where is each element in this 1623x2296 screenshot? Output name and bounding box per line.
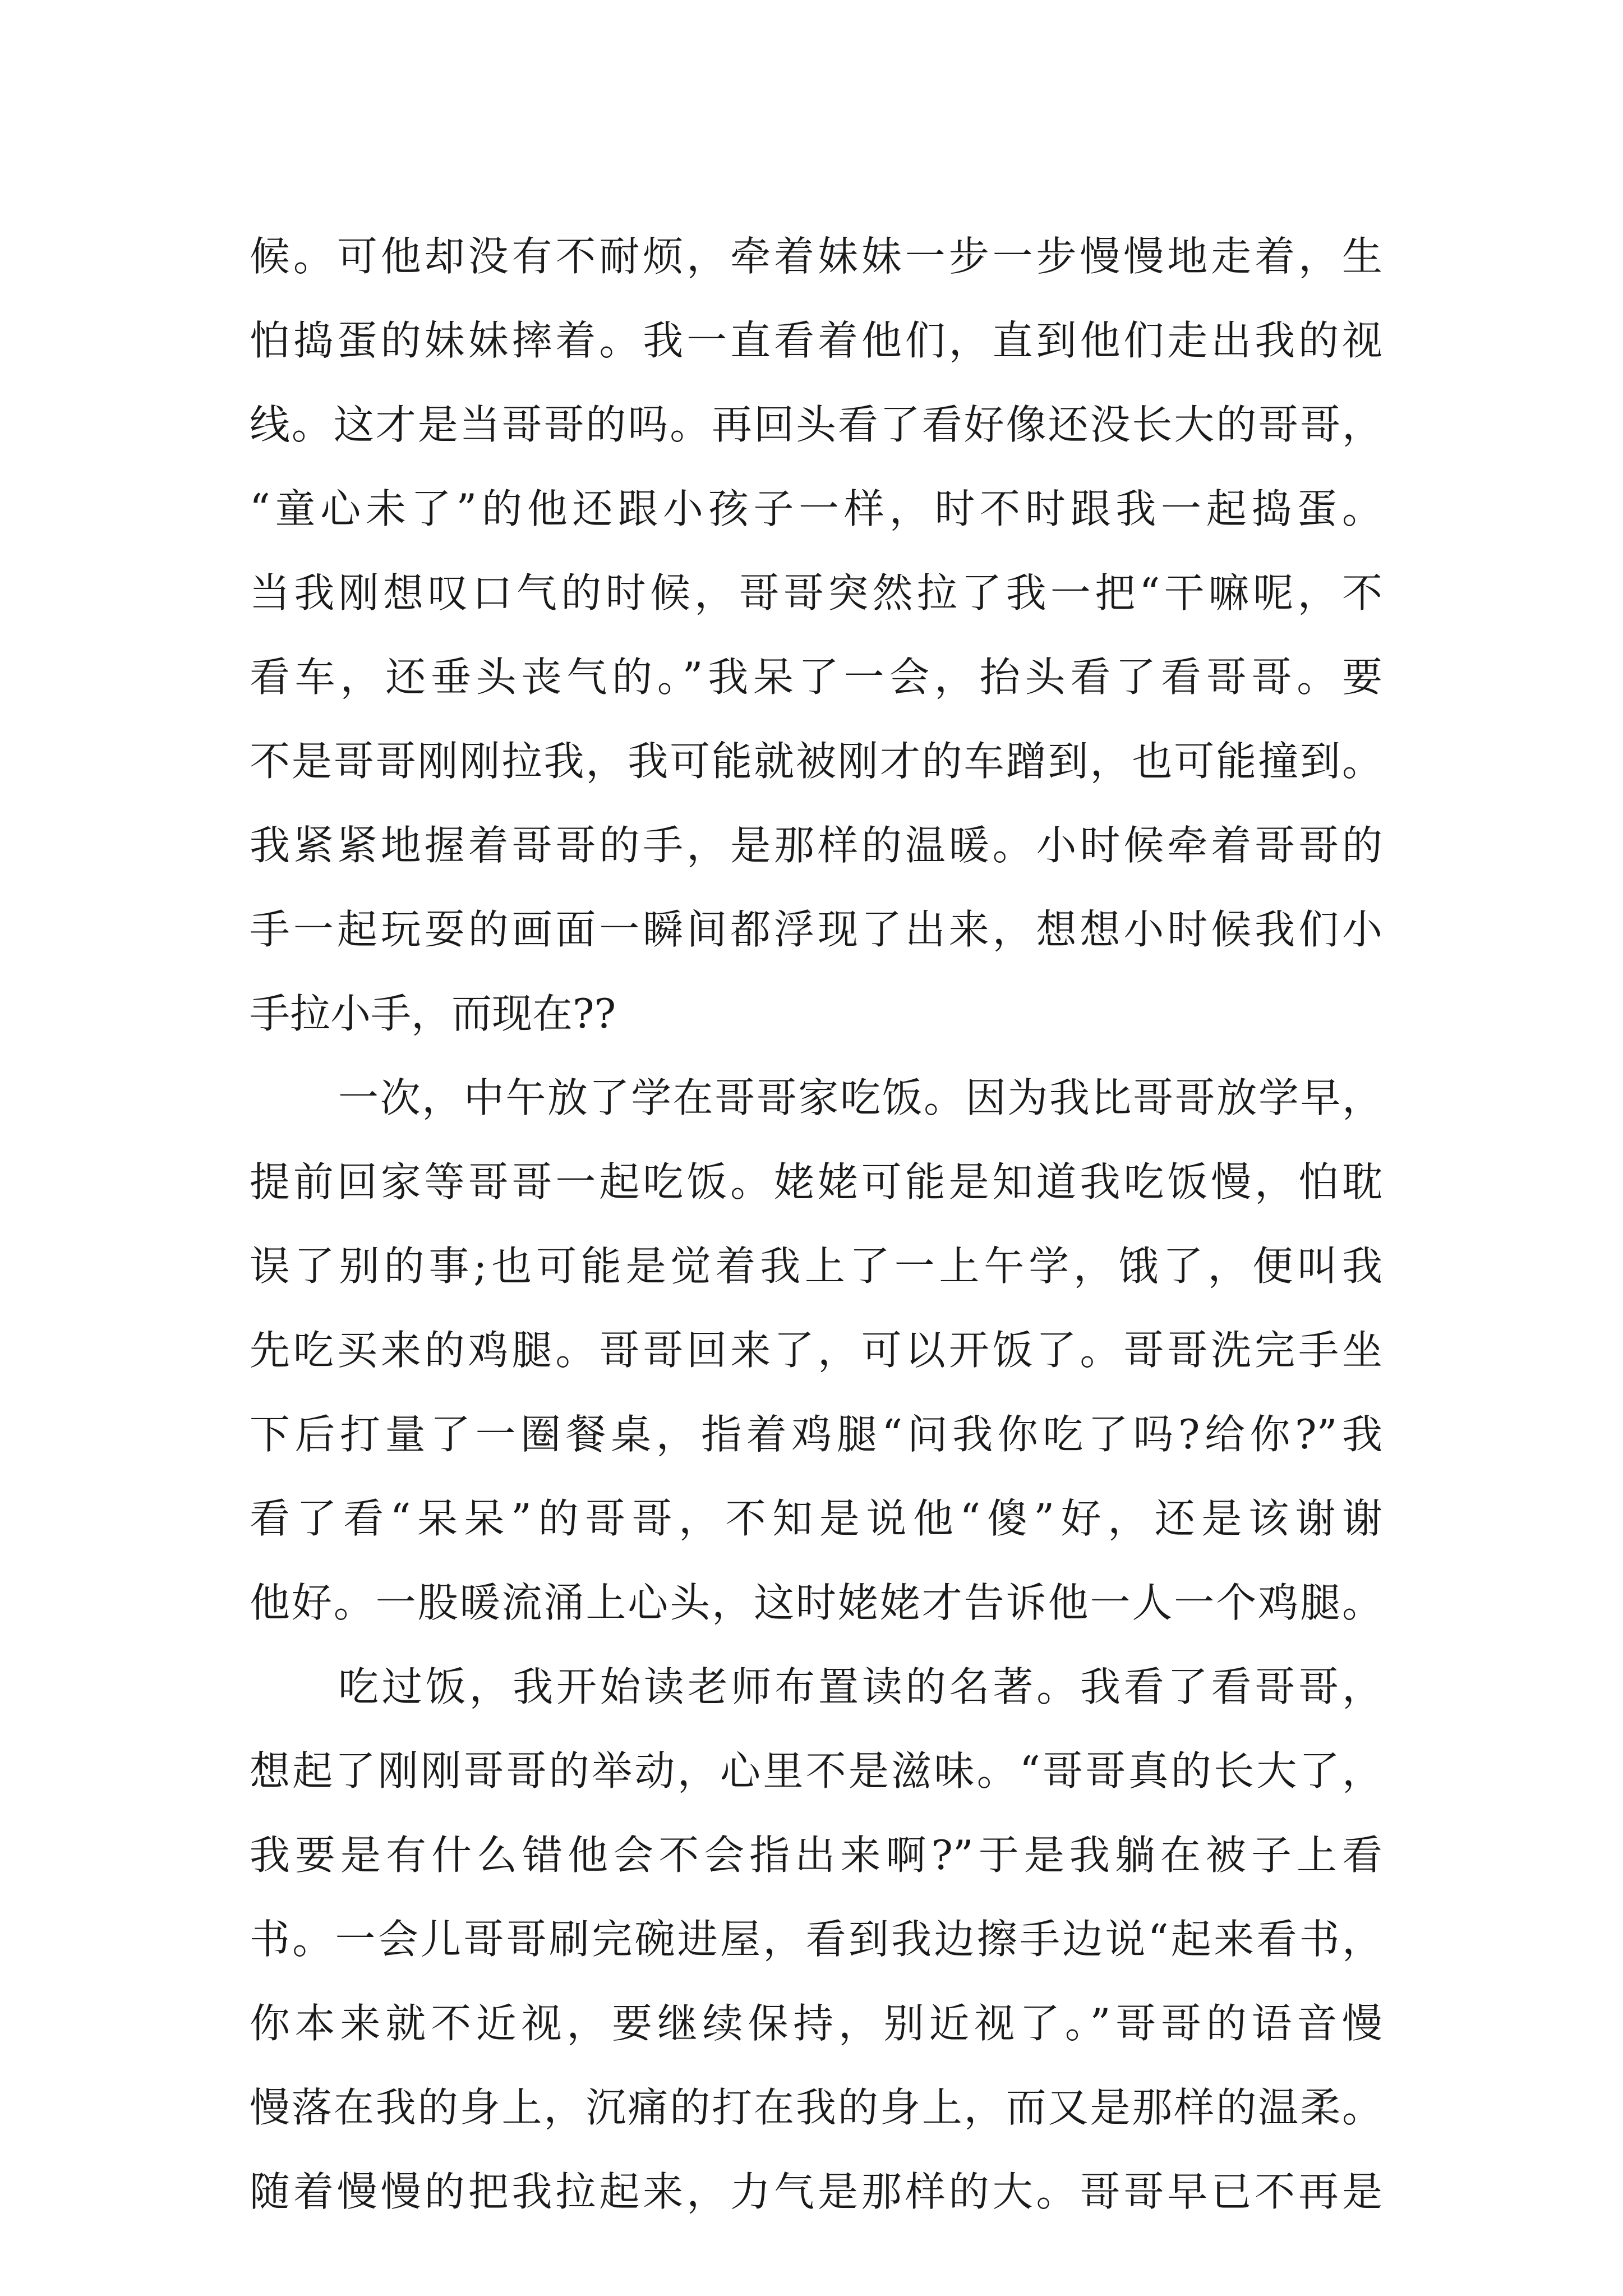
- text-line: 慢落在我的身上，沉痛的打在我的身上，而又是那样的温柔。: [250, 2084, 1382, 2131]
- paragraph-first-line: 吃过饭，我开始读老师布置读的名著。我看了看哥哥，: [338, 1663, 1382, 1710]
- text-line: 提前回家等哥哥一起吃饭。姥姥可能是知道我吃饭慢，怕耽: [250, 1158, 1382, 1205]
- text-line: 随着慢慢的把我拉起来，力气是那样的大。哥哥早已不再是: [250, 2168, 1382, 2215]
- text-line: 看了看“呆呆”的哥哥，不知是说他“傻”好，还是该谢谢: [250, 1495, 1382, 1542]
- text-line: 手一起玩耍的画面一瞬间都浮现了出来，想想小时候我们小: [250, 906, 1382, 953]
- text-line: 我要是有什么错他会不会指出来啊?”于是我躺在被子上看: [250, 1832, 1382, 1879]
- text-line: 看车，还垂头丧气的。”我呆了一会，抬头看了看哥哥。要: [250, 654, 1382, 701]
- body-text: [250, 214, 1382, 2234]
- text-line: 当我刚想叹口气的时候，哥哥突然拉了我一把“干嘛呢，不: [250, 569, 1382, 616]
- text-line: 候。可他却没有不耐烦，牵着妹妹一步一步慢慢地走着，生: [250, 233, 1382, 280]
- text-line: 不是哥哥刚刚拉我，我可能就被刚才的车蹭到，也可能撞到。: [250, 738, 1382, 785]
- text-line: 想起了刚刚哥哥的举动，心里不是滋味。“哥哥真的长大了，: [250, 1747, 1382, 1795]
- text-line: 误了别的事;也可能是觉着我上了一上午学，饿了，便叫我: [250, 1243, 1382, 1290]
- text-line: 先吃买来的鸡腿。哥哥回来了，可以开饭了。哥哥洗完手坐: [250, 1327, 1382, 1374]
- text-line: 我紧紧地握着哥哥的手，是那样的温暖。小时候牵着哥哥的: [250, 822, 1382, 869]
- text-line: 他好。一股暖流涌上心头，这时姥姥才告诉他一人一个鸡腿。: [250, 1579, 1382, 1626]
- text-line: 你本来就不近视，要继续保持，别近视了。”哥哥的语音慢: [250, 2000, 1382, 2047]
- paragraph-first-line: 一次，中午放了学在哥哥家吃饭。因为我比哥哥放学早，: [338, 1074, 1382, 1121]
- text-line: 下后打量了一圈餐桌，指着鸡腿“问我你吃了吗?给你?”我: [250, 1411, 1382, 1458]
- text-line: “童心未了”的他还跟小孩子一样，时不时跟我一起捣蛋。: [250, 485, 1382, 532]
- text-line: 线。这才是当哥哥的吗。再回头看了看好像还没长大的哥哥，: [250, 401, 1382, 448]
- text-line: 书。一会儿哥哥刷完碗进屋，看到我边擦手边说“起来看书，: [250, 1916, 1382, 1963]
- text-line: 怕捣蛋的妹妹摔着。我一直看着他们，直到他们走出我的视: [250, 317, 1382, 364]
- text-line: 手拉小手，而现在??: [250, 990, 616, 1037]
